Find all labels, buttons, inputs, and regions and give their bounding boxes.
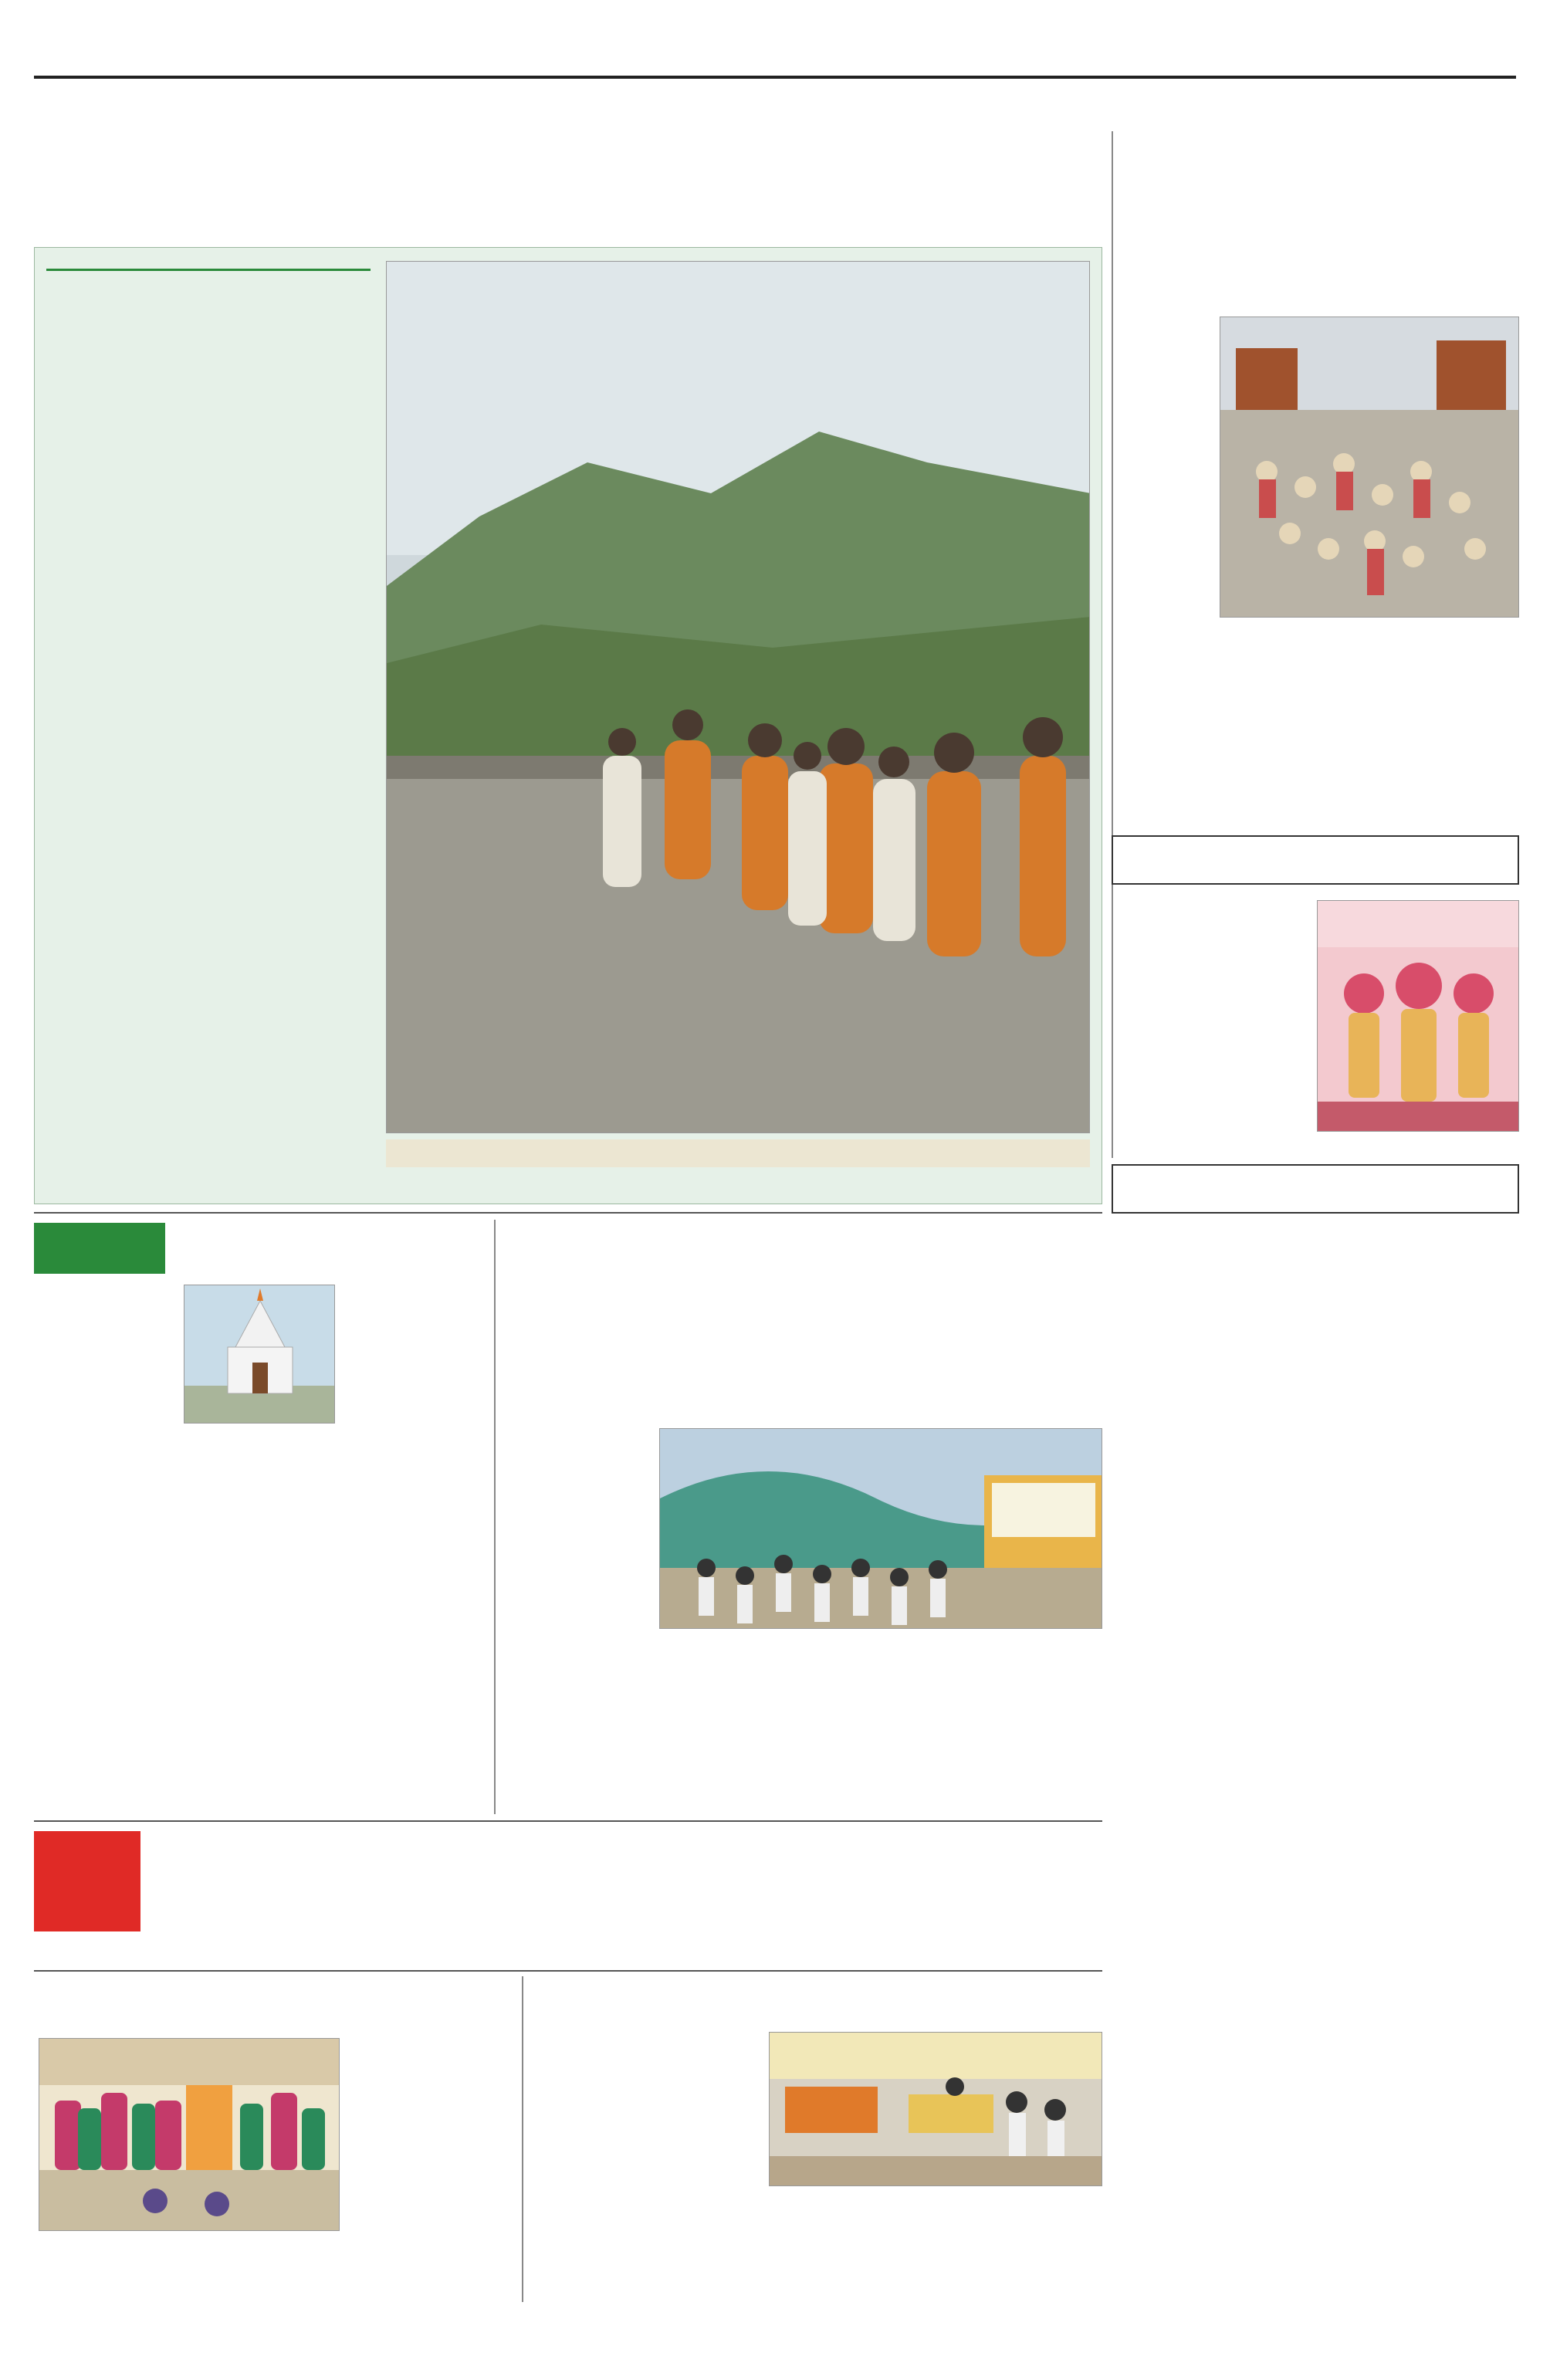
procession-image bbox=[387, 262, 1090, 1133]
hatadihi-body-bottom bbox=[502, 1633, 1102, 1814]
bjp-body bbox=[1118, 1224, 1519, 1530]
anandapur-tag bbox=[34, 1831, 140, 1931]
balarampur-photo bbox=[1317, 900, 1519, 1132]
idol-image bbox=[1318, 901, 1519, 1132]
paper-logo bbox=[710, 19, 841, 65]
anandapur-body-2 bbox=[513, 1831, 1102, 1962]
lead-body bbox=[46, 317, 371, 1150]
masthead-divider bbox=[34, 76, 1516, 79]
gathering-image bbox=[39, 2039, 340, 2231]
balarampur-header bbox=[1112, 835, 1519, 885]
hatadihi-rule bbox=[494, 1220, 496, 1814]
champua-tent-body-2 bbox=[531, 2192, 1102, 2302]
hatadihi-body-left bbox=[502, 1428, 653, 1629]
tent-image bbox=[770, 2033, 1102, 2186]
anandapur-body-1 bbox=[150, 1831, 505, 1962]
champua-rule bbox=[1112, 131, 1113, 1158]
chemena-body-below bbox=[39, 2237, 340, 2302]
balarampur-body-2 bbox=[1317, 1139, 1519, 1155]
hatadihi-body-top bbox=[502, 1285, 1102, 1424]
temple-image bbox=[184, 1285, 335, 1424]
gandhamardan-body-3 bbox=[343, 1285, 486, 1814]
gandhamardan-body-2 bbox=[34, 1552, 337, 1814]
chemena-body-right bbox=[347, 1979, 513, 2302]
champua-tent-rule bbox=[522, 1976, 523, 2302]
champua-body-top bbox=[1118, 184, 1519, 311]
champua-photo bbox=[1220, 317, 1519, 618]
section2-rule bbox=[34, 1212, 1102, 1214]
hatadihi-photo bbox=[659, 1428, 1102, 1629]
gandhamardan-body-1 bbox=[34, 1285, 181, 1547]
champua-body-left bbox=[1118, 317, 1213, 625]
chemena-photo bbox=[39, 2038, 340, 2231]
champua-tent-body-1 bbox=[531, 2032, 763, 2186]
chemena-rule-top bbox=[34, 1970, 1102, 1972]
temple-photo bbox=[184, 1285, 335, 1424]
champua-body-bottom bbox=[1118, 625, 1519, 818]
crowd-image bbox=[1220, 317, 1519, 618]
champua-tent-photo bbox=[769, 2032, 1102, 2186]
lead-subhead bbox=[46, 264, 371, 271]
bjp-header bbox=[1112, 1164, 1519, 1214]
gandhamardan-tag bbox=[34, 1223, 165, 1274]
procession-caption bbox=[386, 1139, 1090, 1167]
procession-photo bbox=[386, 261, 1090, 1133]
festival-image bbox=[660, 1429, 1102, 1629]
anandapur-rule-top bbox=[34, 1820, 1102, 1822]
